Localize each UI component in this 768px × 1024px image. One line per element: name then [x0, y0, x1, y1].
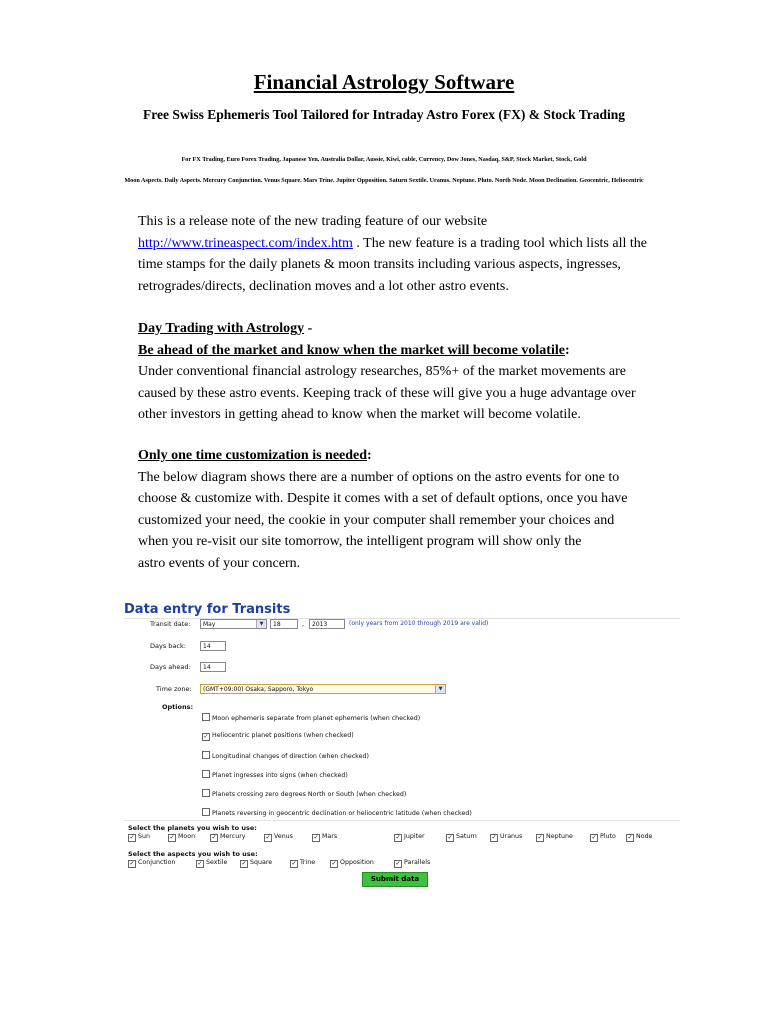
checkbox-checked[interactable]: ✓: [447, 834, 453, 841]
heading-dash: -: [304, 321, 313, 336]
timezone-value: (GMT+09:00) Osaka, Sapporo, Tokyo: [203, 686, 314, 693]
aspect-label: Trine: [300, 859, 316, 866]
aspect-label: Opposition: [340, 859, 374, 866]
checkbox-checked[interactable]: ✓: [395, 860, 401, 867]
planet-label: Moon: [178, 833, 196, 840]
days-ahead-label: Days ahead:: [150, 663, 191, 671]
intro-paragraph: [138, 211, 658, 297]
planet-label: Mars: [322, 833, 338, 840]
planet-label: Saturn: [456, 833, 477, 840]
checkbox-checked[interactable]: ✓: [241, 860, 247, 867]
option-label: Heliocentric planet positions (when checked): [212, 732, 354, 739]
checkbox-checked[interactable]: ✓: [197, 860, 203, 867]
option-longitudinal[interactable]: [202, 751, 369, 760]
submit-data-button[interactable]: Submit data: [362, 872, 428, 887]
intro-text-after-link: . The new feature is a trading tool which lists all the time stamps for the daily planets & moon transits including various aspects, ingresses, retrogrades/directs, declination moves and a lot other astro events.: [138, 235, 647, 294]
timezone-label: Time zone:: [156, 685, 192, 693]
transit-date-label: Transit date:: [150, 620, 191, 628]
planet-label: Pluto: [600, 833, 616, 840]
website-link[interactable]: http://www.trineaspect.com/index.htm: [138, 235, 353, 251]
section-customization-heading: [138, 445, 658, 467]
planet-label: Uranus: [500, 833, 523, 840]
page-subtitle: Free Swiss Ephemeris Tool Tailored for Intraday Astro Forex (FX) & Stock Trading: [142, 107, 626, 122]
checkbox-checked[interactable]: ✓: [395, 834, 401, 841]
option-moon-ephemeris[interactable]: [202, 713, 420, 722]
checkbox[interactable]: [202, 751, 210, 759]
form-title: Data entry for Transits: [124, 602, 291, 617]
planet-saturn[interactable]: [446, 833, 477, 842]
section-customization: [138, 445, 658, 574]
days-back-label: Days back:: [150, 642, 186, 650]
transit-form-image: [120, 598, 680, 888]
aspect-label: Square: [250, 859, 273, 866]
section-day-trading-body: Under conventional financial astrology researches, 85%+ of the market movements are caused by these astro events. Keeping track of these will give you a huge advantage over other investors in getting ahead to know when the market will become volatile.: [138, 364, 636, 422]
aspect-opposition[interactable]: [330, 859, 374, 868]
keywords-line-1: For FX Trading, Euro Forex Trading, Japanese Yen, Australia Dollar, Aussie, Kiwi, cable, Currency, Dow Jones, Nasdaq, S&P, Stock Market, Stock, Gold: [181, 156, 587, 163]
timezone-select[interactable]: [200, 684, 446, 694]
planet-jupiter[interactable]: [394, 833, 425, 842]
month-value: May: [203, 621, 216, 628]
days-ahead-input[interactable]: [200, 662, 226, 672]
option-heliocentric[interactable]: [202, 732, 354, 741]
chevron-down-icon: ▼: [435, 685, 445, 693]
checkbox-checked[interactable]: ✓: [331, 860, 337, 867]
date-comma: ,: [302, 620, 305, 628]
month-select[interactable]: [200, 619, 267, 629]
heading-customization: Only one time customization is needed: [138, 448, 368, 463]
section-day-trading-heading: [138, 318, 658, 361]
planet-node[interactable]: [626, 833, 652, 842]
option-label: Planets crossing zero degrees North or South (when checked): [212, 791, 407, 798]
planet-mercury[interactable]: [210, 833, 246, 842]
checkbox-checked[interactable]: ✓: [169, 834, 175, 841]
chevron-down-icon: ▼: [256, 620, 266, 628]
checkbox-checked[interactable]: ✓: [129, 860, 135, 867]
aspect-parallels[interactable]: [394, 859, 430, 868]
aspect-sextile[interactable]: [196, 859, 227, 868]
day-input[interactable]: [270, 619, 298, 629]
checkbox[interactable]: [202, 713, 210, 721]
checkbox[interactable]: [202, 789, 210, 797]
planet-label: Venus: [274, 833, 293, 840]
planet-label: Jupiter: [404, 833, 425, 840]
checkbox-checked[interactable]: ✓: [537, 834, 543, 841]
days-back-input[interactable]: [200, 641, 226, 651]
page-title: Financial Astrology Software: [253, 70, 515, 94]
checkbox-checked[interactable]: ✓: [203, 733, 209, 740]
aspect-conjunction[interactable]: [128, 859, 176, 868]
checkbox-checked[interactable]: ✓: [129, 834, 135, 841]
planet-neptune[interactable]: [536, 833, 573, 842]
option-label: Longitudinal changes of direction (when checked): [212, 753, 369, 760]
aspect-label: Parallels: [404, 859, 431, 866]
heading-day-trading: Day Trading with Astrology: [138, 321, 305, 336]
aspect-label: Conjunction: [138, 859, 176, 866]
day-value: 18: [273, 621, 281, 628]
option-label: Planets reversing in geocentric declination or heliocentric latitude (when checked): [212, 810, 472, 817]
checkbox-checked[interactable]: ✓: [491, 834, 497, 841]
planet-label: Mercury: [220, 833, 246, 840]
planet-moon[interactable]: [168, 833, 195, 842]
section-customization-line: astro events of your concern.: [138, 555, 301, 571]
option-label: Moon ephemeris separate from planet ephemeris (when checked): [212, 715, 421, 722]
checkbox-checked[interactable]: ✓: [591, 834, 597, 841]
planet-label: Neptune: [546, 833, 573, 840]
year-value: 2013: [312, 621, 328, 628]
keywords-line-2: Moon Aspects. Daily Aspects. Mercury Conjunction. Venus Square. Mars Trine. Jupiter Opposition. Saturn Sextile. Uranus. Neptune. Pluto. North Node. Moon Declination. Geocentric, Heliocentric: [124, 177, 644, 184]
aspect-square[interactable]: [240, 859, 272, 868]
option-declination[interactable]: [202, 808, 472, 817]
heading-colon: :: [564, 342, 570, 358]
planet-venus[interactable]: [264, 833, 293, 842]
heading-be-ahead: Be ahead of the market and know when the market will become volatile: [138, 342, 565, 358]
heading-customization-colon: :: [367, 448, 372, 463]
days-ahead-value: 14: [203, 664, 211, 671]
planets-label: Select the planets you wish to use:: [128, 824, 257, 832]
section-customization-line: choose & customize with. Despite it comes with a set of default options, once you have: [138, 491, 628, 506]
options-label: Options:: [162, 703, 194, 711]
planet-sun[interactable]: [128, 833, 150, 842]
section-day-trading: [138, 318, 658, 426]
planet-label: Sun: [138, 833, 150, 840]
planet-label: Node: [636, 833, 653, 840]
year-hint: (only years from 2010 through 2019 are valid): [349, 620, 489, 627]
checkbox[interactable]: [202, 808, 210, 816]
form-divider: [124, 820, 680, 821]
section-customization-line: The below diagram shows there are a number of options on the astro events for one to: [138, 469, 620, 485]
option-ingresses[interactable]: [202, 770, 348, 779]
checkbox-checked[interactable]: ✓: [265, 834, 271, 841]
intro-text-before-link: This is a release note of the new trading feature of our website: [138, 214, 488, 229]
section-customization-line: when you re-visit our site tomorrow, the intelligent program will show only the: [138, 534, 582, 549]
aspect-label: Sextile: [206, 859, 228, 866]
aspects-label: Select the aspects you wish to use:: [128, 850, 258, 858]
checkbox-checked[interactable]: ✓: [291, 860, 297, 867]
year-input[interactable]: [309, 619, 345, 629]
section-customization-line: customized your need, the cookie in your computer shall remember your choices and: [138, 512, 615, 528]
checkbox-checked[interactable]: ✓: [313, 834, 319, 841]
days-back-value: 14: [203, 643, 211, 650]
planet-pluto[interactable]: [590, 833, 616, 842]
option-zero-degrees[interactable]: [202, 789, 406, 798]
planet-mars[interactable]: [312, 833, 337, 842]
option-label: Planet ingresses into signs (when checked): [212, 772, 348, 779]
checkbox-checked[interactable]: ✓: [627, 834, 633, 841]
checkbox[interactable]: [202, 770, 210, 778]
aspect-trine[interactable]: [290, 859, 315, 868]
checkbox-checked[interactable]: ✓: [211, 834, 217, 841]
planet-uranus[interactable]: [490, 833, 522, 842]
